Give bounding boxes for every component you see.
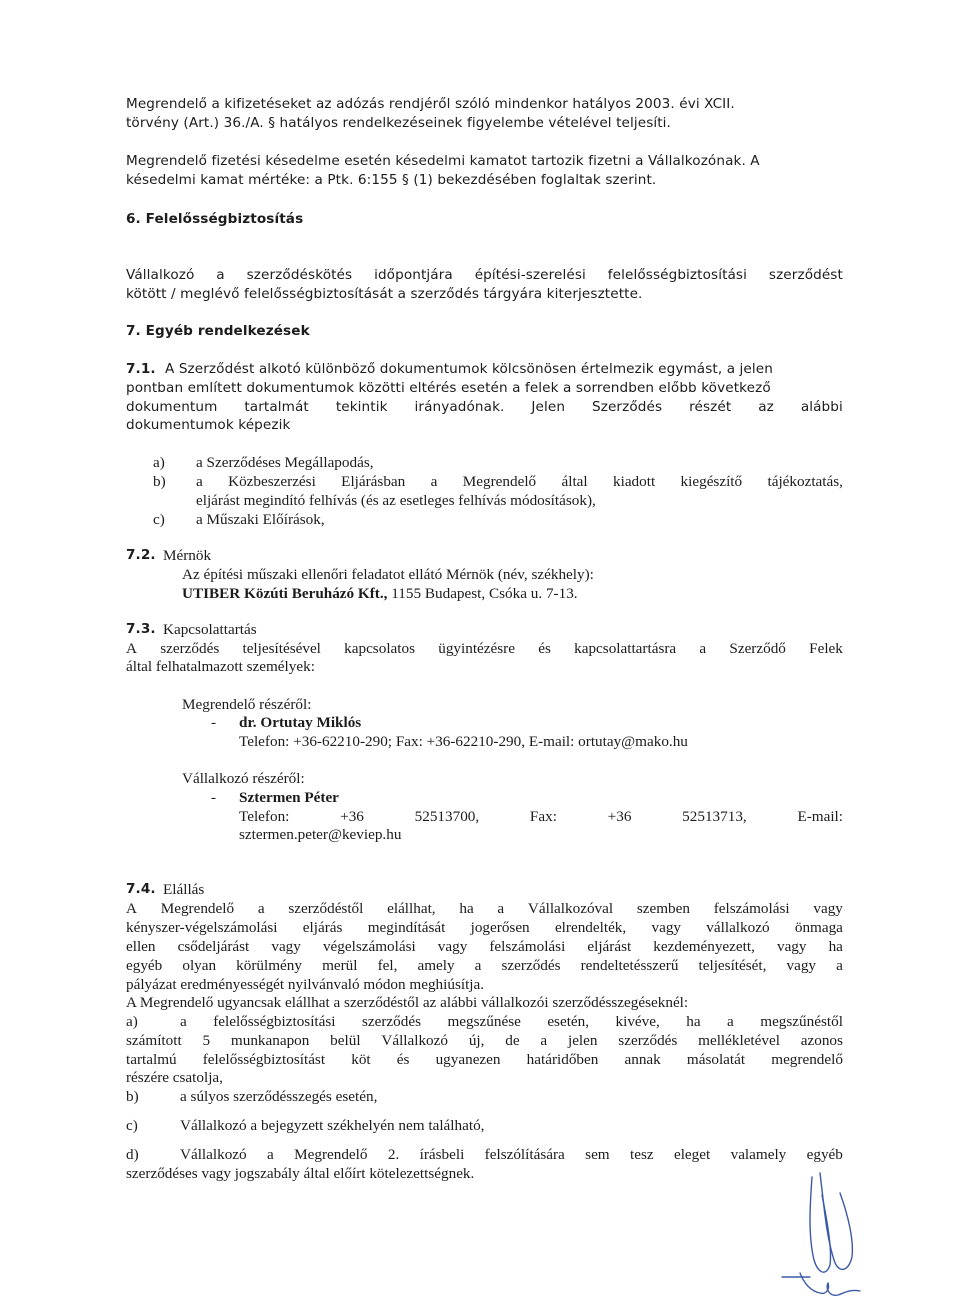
- para-7-4-line-4: egyéb olyan körülmény merül fel, amely a szerződés rendeltetésszerű teljesítését, vagy a: [126, 957, 843, 974]
- para-7-3-number: 7.3.: [126, 621, 156, 637]
- intro-line-2: törvény (Art.) 36./A. § hatályos rendelkezéseinek figyelembe vételével teljesíti.: [126, 115, 671, 131]
- vallalkozo-label: Vállalkozó részéről:: [182, 770, 305, 787]
- para-7-4-number: 7.4.: [126, 881, 156, 897]
- para-7-4-a-line-3: tartalmú felelősségbiztosítást köt és ugyanezen határidőben annak másolatát megrendelő: [126, 1051, 843, 1068]
- para-7-1-line-1: A Szerződést alkotó különböző dokumentumok kölcsönösen értelmezik egymást, a jelen: [165, 361, 773, 377]
- para-7-4-b-text: a súlyos szerződésszegés esetén,: [180, 1088, 378, 1105]
- megrendelo-label: Megrendelő részéről:: [182, 696, 312, 713]
- intro-line-4: késedelmi kamat mértéke: a Ptk. 6:155 § (1) bekezdésében foglaltak szerint.: [126, 172, 657, 188]
- para-7-4-line-5: pályázat eredményességét nyilvánvaló módon meghiúsítja.: [126, 976, 485, 993]
- para-7-2-line-2: [182, 584, 578, 603]
- para-7-4-line-6: A Megrendelő ugyancsak elállhat a szerződéstől az alábbi vállalkozói szerződésszegéseknél:: [126, 994, 689, 1011]
- para-7-4-b-label: b): [126, 1088, 139, 1105]
- para-7-4-d-line-1: Vállalkozó a Megrendelő 2. írásbeli felszólítására sem tesz eleget valamely egyéb: [180, 1146, 843, 1163]
- intro-line-3: Megrendelő fizetési késedelme esetén késedelmi kamatot tartozik fizetni a Vállalkozónak. A: [126, 153, 760, 169]
- para-7-3-line-1: A szerződés teljesítésével kapcsolatos ügyintézésre és kapcsolattartásra a Szerződő Felek: [126, 640, 843, 657]
- para-7-2-line-1: Az építési műszaki ellenőri feladatot ellátó Mérnök (név, székhely):: [182, 566, 594, 583]
- section-6-line-2: kötött / meglévő felelősségbiztosítását a szerződés tárgyára kiterjesztette.: [126, 286, 643, 302]
- section-6-heading: 6. Felelősségbiztosítás: [126, 211, 304, 227]
- megrendelo-contact-name: dr. Ortutay Miklós: [239, 714, 362, 731]
- engineer-address: 1155 Budapest, Csóka u. 7-13.: [387, 585, 578, 602]
- para-7-1-number: 7.1.: [126, 361, 156, 377]
- list-item-b-label: b): [153, 473, 166, 490]
- para-7-4-line-1: A Megrendelő a szerződéstől elállhat, ha a Vállalkozóval szemben felszámolási vagy: [126, 900, 843, 917]
- list-item-a-text: a Szerződéses Megállapodás,: [196, 454, 374, 471]
- para-7-2-title: Mérnök: [163, 547, 212, 564]
- section-7-heading: 7. Egyéb rendelkezések: [126, 323, 310, 339]
- para-7-4-c-label: c): [126, 1117, 138, 1134]
- list-item-a-label: a): [153, 454, 165, 471]
- para-7-4-line-2: kényszer-végelszámolási eljárás megindítását jogerősen elrendelték, vagy vállalkozó önmaga: [126, 919, 843, 936]
- list-item-c-label: c): [153, 511, 165, 528]
- para-7-1-line-4: dokumentumok képezik: [126, 417, 291, 433]
- vallalkozo-contact-details: Telefon: +36 52513700, Fax: +36 52513713, E-mail:: [239, 808, 843, 825]
- list-item-c-text: a Műszaki Előírások,: [196, 511, 325, 528]
- vallalkozo-dash: -: [211, 789, 217, 806]
- para-7-2-number: 7.2.: [126, 547, 156, 563]
- megrendelo-contact-details: Telefon: +36-62210-290; Fax: +36-62210-290, E-mail: ortutay@mako.hu: [239, 733, 688, 750]
- para-7-4-a-label: a): [126, 1013, 138, 1030]
- para-7-3-title: Kapcsolattartás: [163, 621, 257, 638]
- list-item-b-line-1: a Közbeszerzési Eljárásban a Megrendelő által kiadott kiegészítő tájékoztatás,: [196, 473, 843, 490]
- para-7-4-d-label: d): [126, 1146, 139, 1163]
- para-7-3-line-2: által felhatalmazott személyek:: [126, 658, 315, 675]
- para-7-4-a-line-4: részére csatolja,: [126, 1069, 223, 1086]
- list-item-b-line-2: eljárást megindító felhívás (és az esetleges felhívás módosítások),: [196, 492, 596, 509]
- engineer-company-name: UTIBER Közúti Beruházó Kft.,: [182, 585, 388, 602]
- vallalkozo-email: sztermen.peter@keviep.hu: [239, 826, 402, 843]
- handwritten-signature: [770, 1165, 870, 1305]
- megrendelo-dash: -: [211, 714, 217, 731]
- vallalkozo-contact-name: Sztermen Péter: [239, 789, 339, 806]
- para-7-4-title: Elállás: [163, 881, 205, 898]
- para-7-4-a-line-2: számított 5 munkanapon belül Vállalkozó új, de a jelen szerződés mellékletével azonos: [126, 1032, 843, 1049]
- para-7-4-a-line-1: a felelősségbiztosítási szerződés megszűnése esetén, kivéve, ha a megszűnéstől: [180, 1013, 843, 1030]
- para-7-1-line-2: pontban említett dokumentumok közötti eltérés esetén a felek a sorrendben előbb következő: [126, 380, 771, 396]
- section-6-line-1: Vállalkozó a szerződéskötés időpontjára építési-szerelési felelősségbiztosítási szerződést: [126, 267, 843, 283]
- para-7-4-d-line-2: szerződéses vagy jogszabály által előírt kötelezettségnek.: [126, 1165, 475, 1182]
- para-7-1-line-3: dokumentum tartalmát tekintik irányadónak. Jelen Szerződés részét az alábbi: [126, 399, 843, 415]
- para-7-4-line-3: ellen csődeljárást vagy végelszámolási vagy felszámolási eljárást kezdeményezett, vagy ha: [126, 938, 843, 955]
- para-7-4-c-text: Vállalkozó a bejegyzett székhelyén nem található,: [180, 1117, 485, 1134]
- intro-line-1: Megrendelő a kifizetéseket az adózás rendjéről szóló mindenkor hatályos 2003. évi XCII.: [126, 96, 735, 112]
